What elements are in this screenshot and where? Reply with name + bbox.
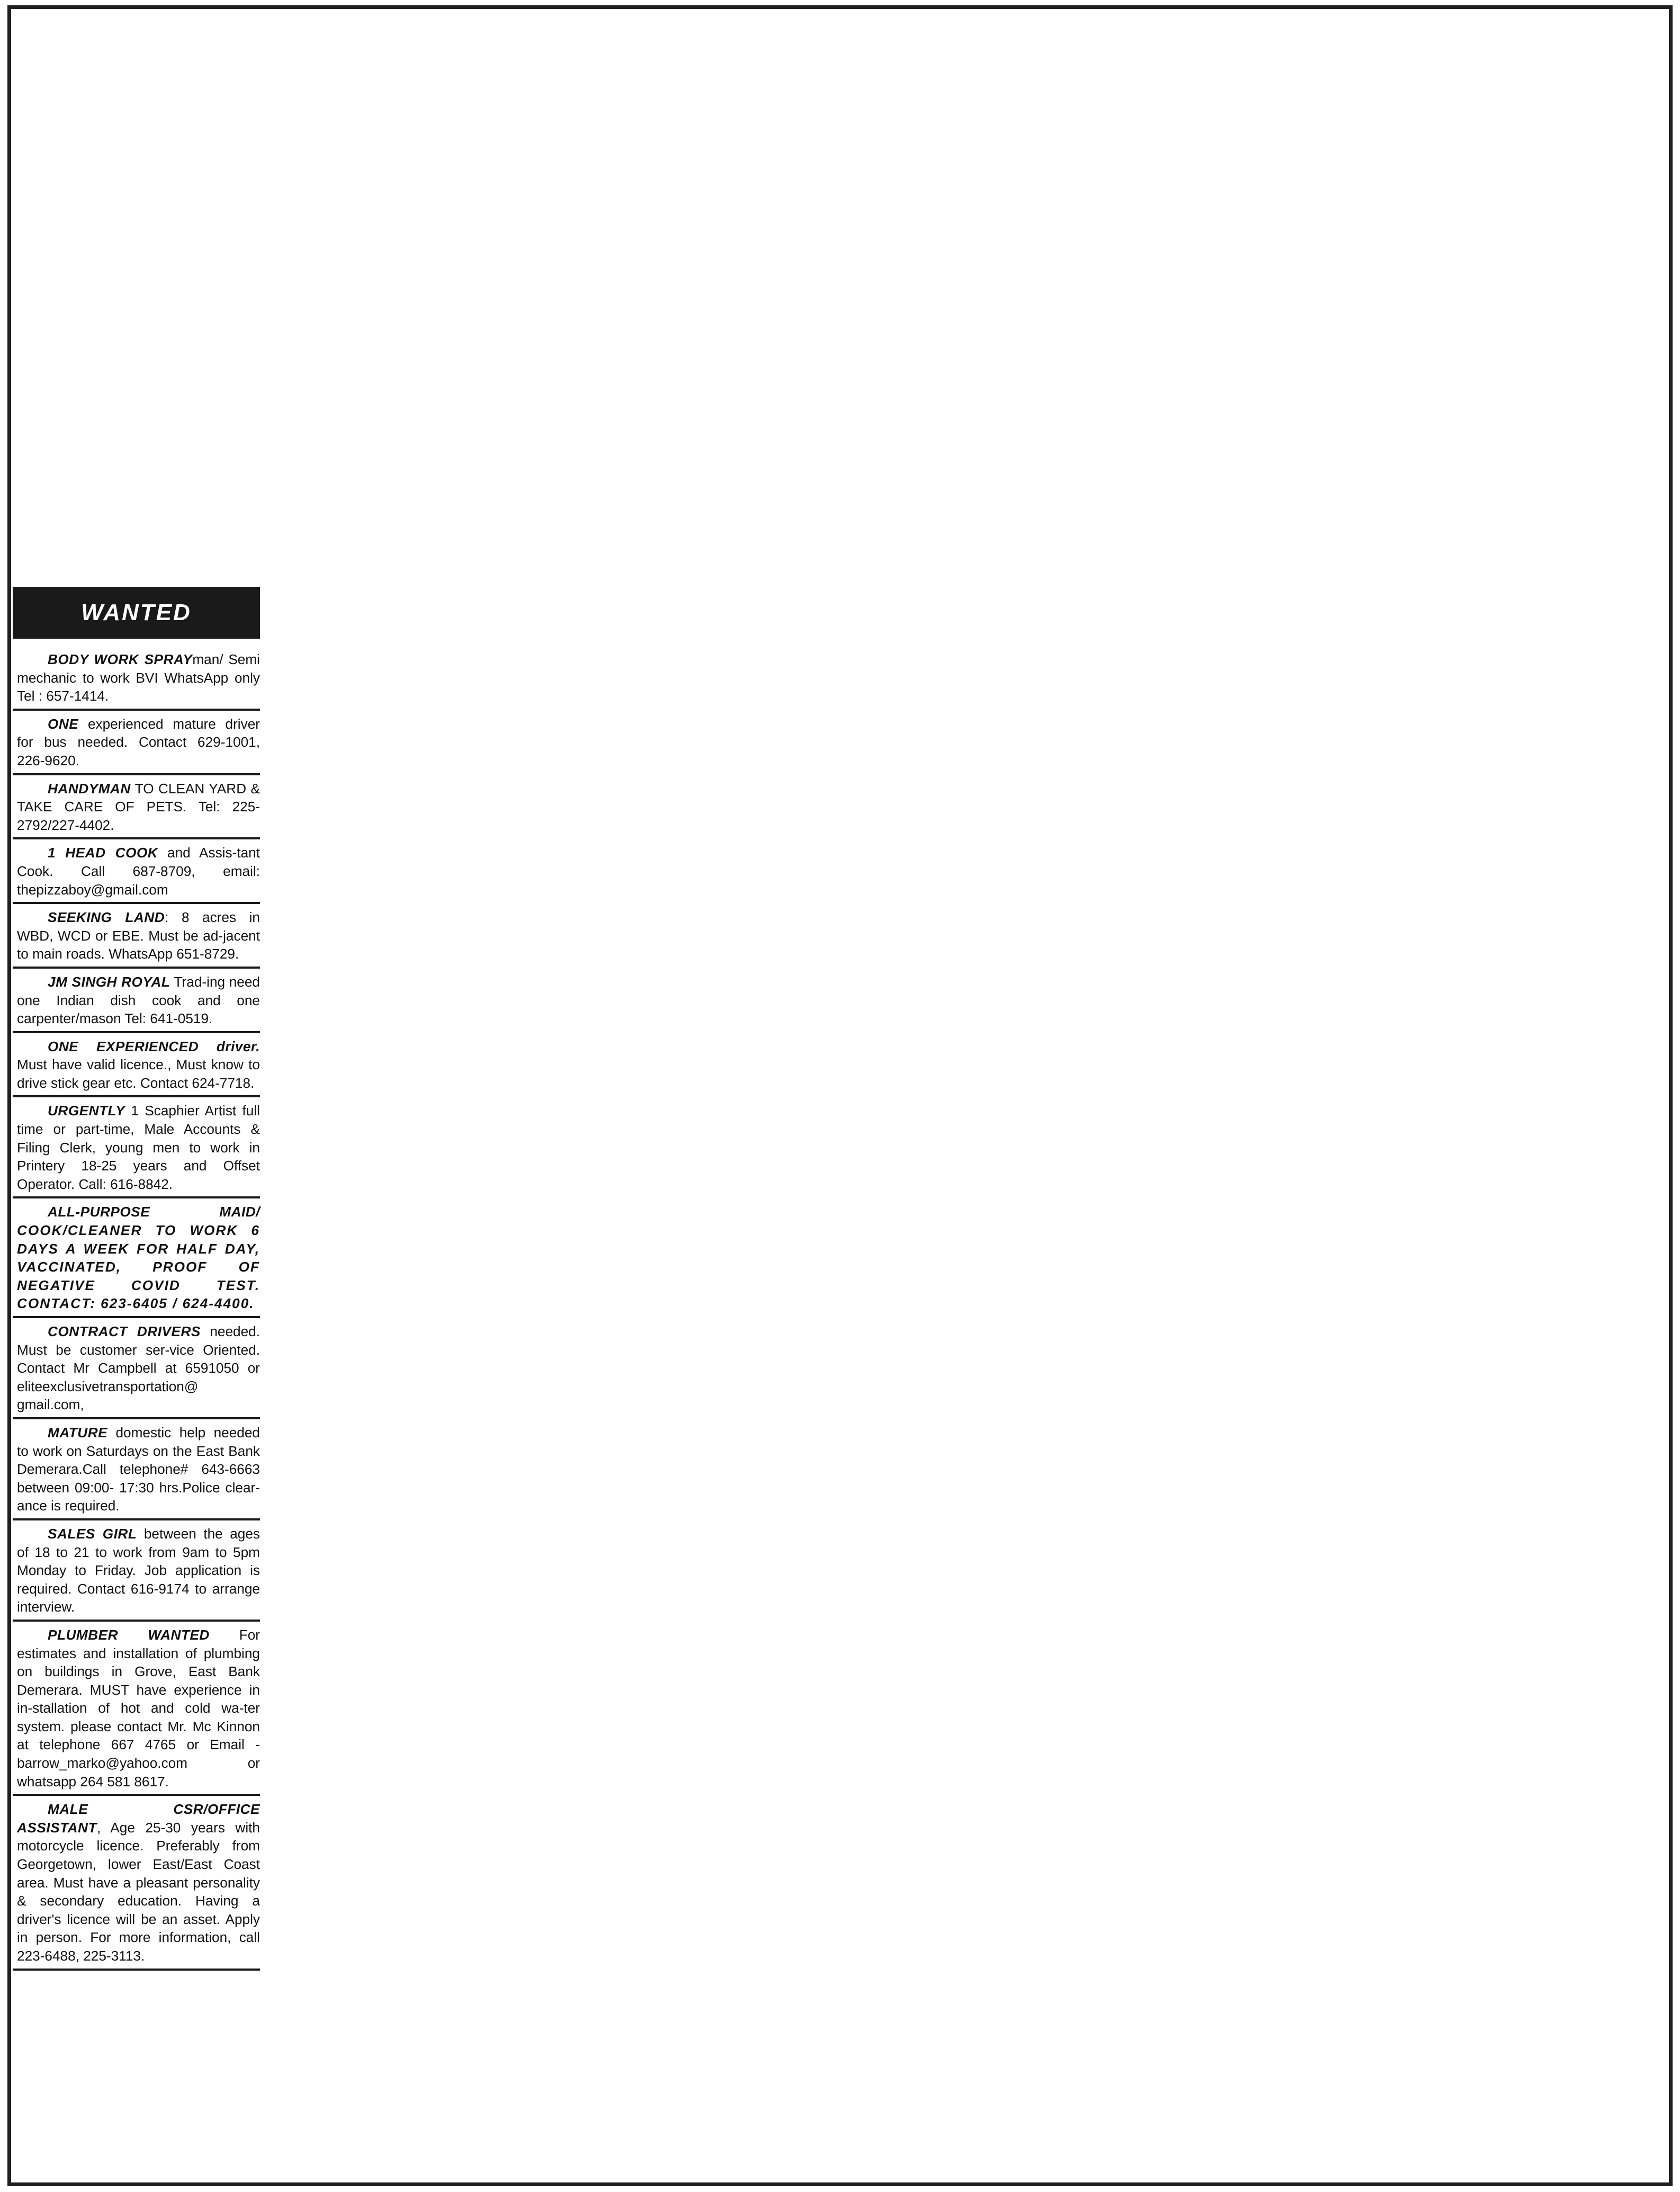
classified-ad [13, 1318, 260, 1419]
classified-ad [13, 1033, 260, 1098]
ad-body: Must have valid licence., Must know to drive stick gear etc. Contact 624-7718. [17, 1057, 260, 1091]
classified-ad [13, 1796, 260, 1970]
ad-body: needed. Must be customer ser-vice Oriented. Contact Mr Campbell at 6591050 or eliteexclusivetransportation@ gmail.com, [17, 1323, 260, 1413]
ad-body: between the ages of 18 to 21 to work from 9am to 5pm Monday to Friday. Job application is required. Contact 616-9174 to arrange interview. [17, 1525, 260, 1615]
classified-ad [13, 904, 260, 969]
classified-ad [13, 1520, 260, 1622]
ad-body: : 8 acres in WBD, WCD or EBE. Must be ad-jacent to main roads. WhatsApp 651-8729. [17, 909, 260, 962]
ad-lead: ONE [48, 715, 79, 732]
classified-ad [13, 646, 260, 711]
classified-ad [13, 969, 260, 1033]
ad-lead: 1 HEAD COOK [48, 845, 158, 861]
ad-body: domestic help needed to work on Saturdays on the East Bank Demerara.Call telephone# 643-6663 between 09:00- 17:30 hrs.Police clear-ance is required. [17, 1424, 260, 1514]
classifieds-column [13, 587, 260, 1971]
ad-lead: HANDYMAN [48, 780, 131, 797]
ad-lead: ALL-PURPOSE MAID/ [48, 1204, 260, 1220]
classified-ad [13, 775, 260, 840]
ad-body: 1 Scaphier Artist full time or part-time, Male Accounts & Filing Clerk, young men to work in Printery 18-25 years and Offset Operator. Call: 616-8842. [17, 1103, 260, 1192]
ad-body: , Age 25-30 years with motorcycle licence. Preferably from Georgetown, lower East/East Coast area. Must have a pleasant personality & secondary education. Having a driver's licence will be an asset. Apply in person. For more information, call 223-6488, 225-3113. [17, 1819, 260, 1964]
ad-lead: PLUMBER WANTED [48, 1626, 210, 1643]
ad-lead: CONTRACT DRIVERS [48, 1323, 201, 1339]
classified-ad [13, 711, 260, 775]
ad-body: experienced mature driver for bus needed. Contact 629-1001, 226-9620. [17, 715, 260, 768]
classified-ad [13, 1622, 260, 1796]
ad-body: For estimates and installation of plumbing on buildings in Grove, East Bank Demerara. MUST have experience in in-stallation of hot and cold wa-ter system. please contact Mr. Mc Kinnon at telephone 667 4765 or Email - barrow_marko@yahoo.com or whatsapp 264 581 8617. [17, 1626, 260, 1790]
ad-lead: MALE CSR/OFFICE ASSISTANT [17, 1801, 260, 1836]
ad-lead: SEEKING LAND [48, 909, 165, 926]
ad-lead: ONE EXPERIENCED driver. [48, 1038, 260, 1054]
section-header [13, 587, 260, 639]
ad-lead: URGENTLY [48, 1103, 125, 1119]
section-title: WANTED [81, 600, 192, 625]
classified-ad [13, 1419, 260, 1520]
ad-body: man/ Semi mechanic to work BVI WhatsApp only Tel : 657-1414. [17, 651, 260, 704]
ad-body: Trad-ing need one Indian dish cook and one carpenter/mason Tel: 641-0519. [17, 973, 260, 1027]
ad-body: and Assis-tant Cook. Call 687-8709, email: thepizzaboy@gmail.com [17, 845, 260, 898]
ads-list [13, 646, 260, 1971]
classified-ad [13, 1198, 260, 1318]
ad-body: COOK/CLEANER TO WORK 6 DAYS A WEEK FOR HALF DAY, VACCINATED, PROOF OF NEGATIVE COVID TEST. CONTACT: 623-6405 / 624-4400. [17, 1222, 260, 1312]
ad-lead: SALES GIRL [48, 1525, 137, 1542]
classified-ad [13, 1097, 260, 1198]
ad-lead: MATURE [48, 1424, 108, 1441]
ad-lead: BODY WORK SPRAY [48, 651, 193, 667]
ad-body: TO CLEAN YARD & TAKE CARE OF PETS. Tel: 225-2792/227-4402. [17, 780, 260, 833]
classified-ad [13, 839, 260, 904]
ad-lead: JM SINGH ROYAL [48, 973, 170, 990]
